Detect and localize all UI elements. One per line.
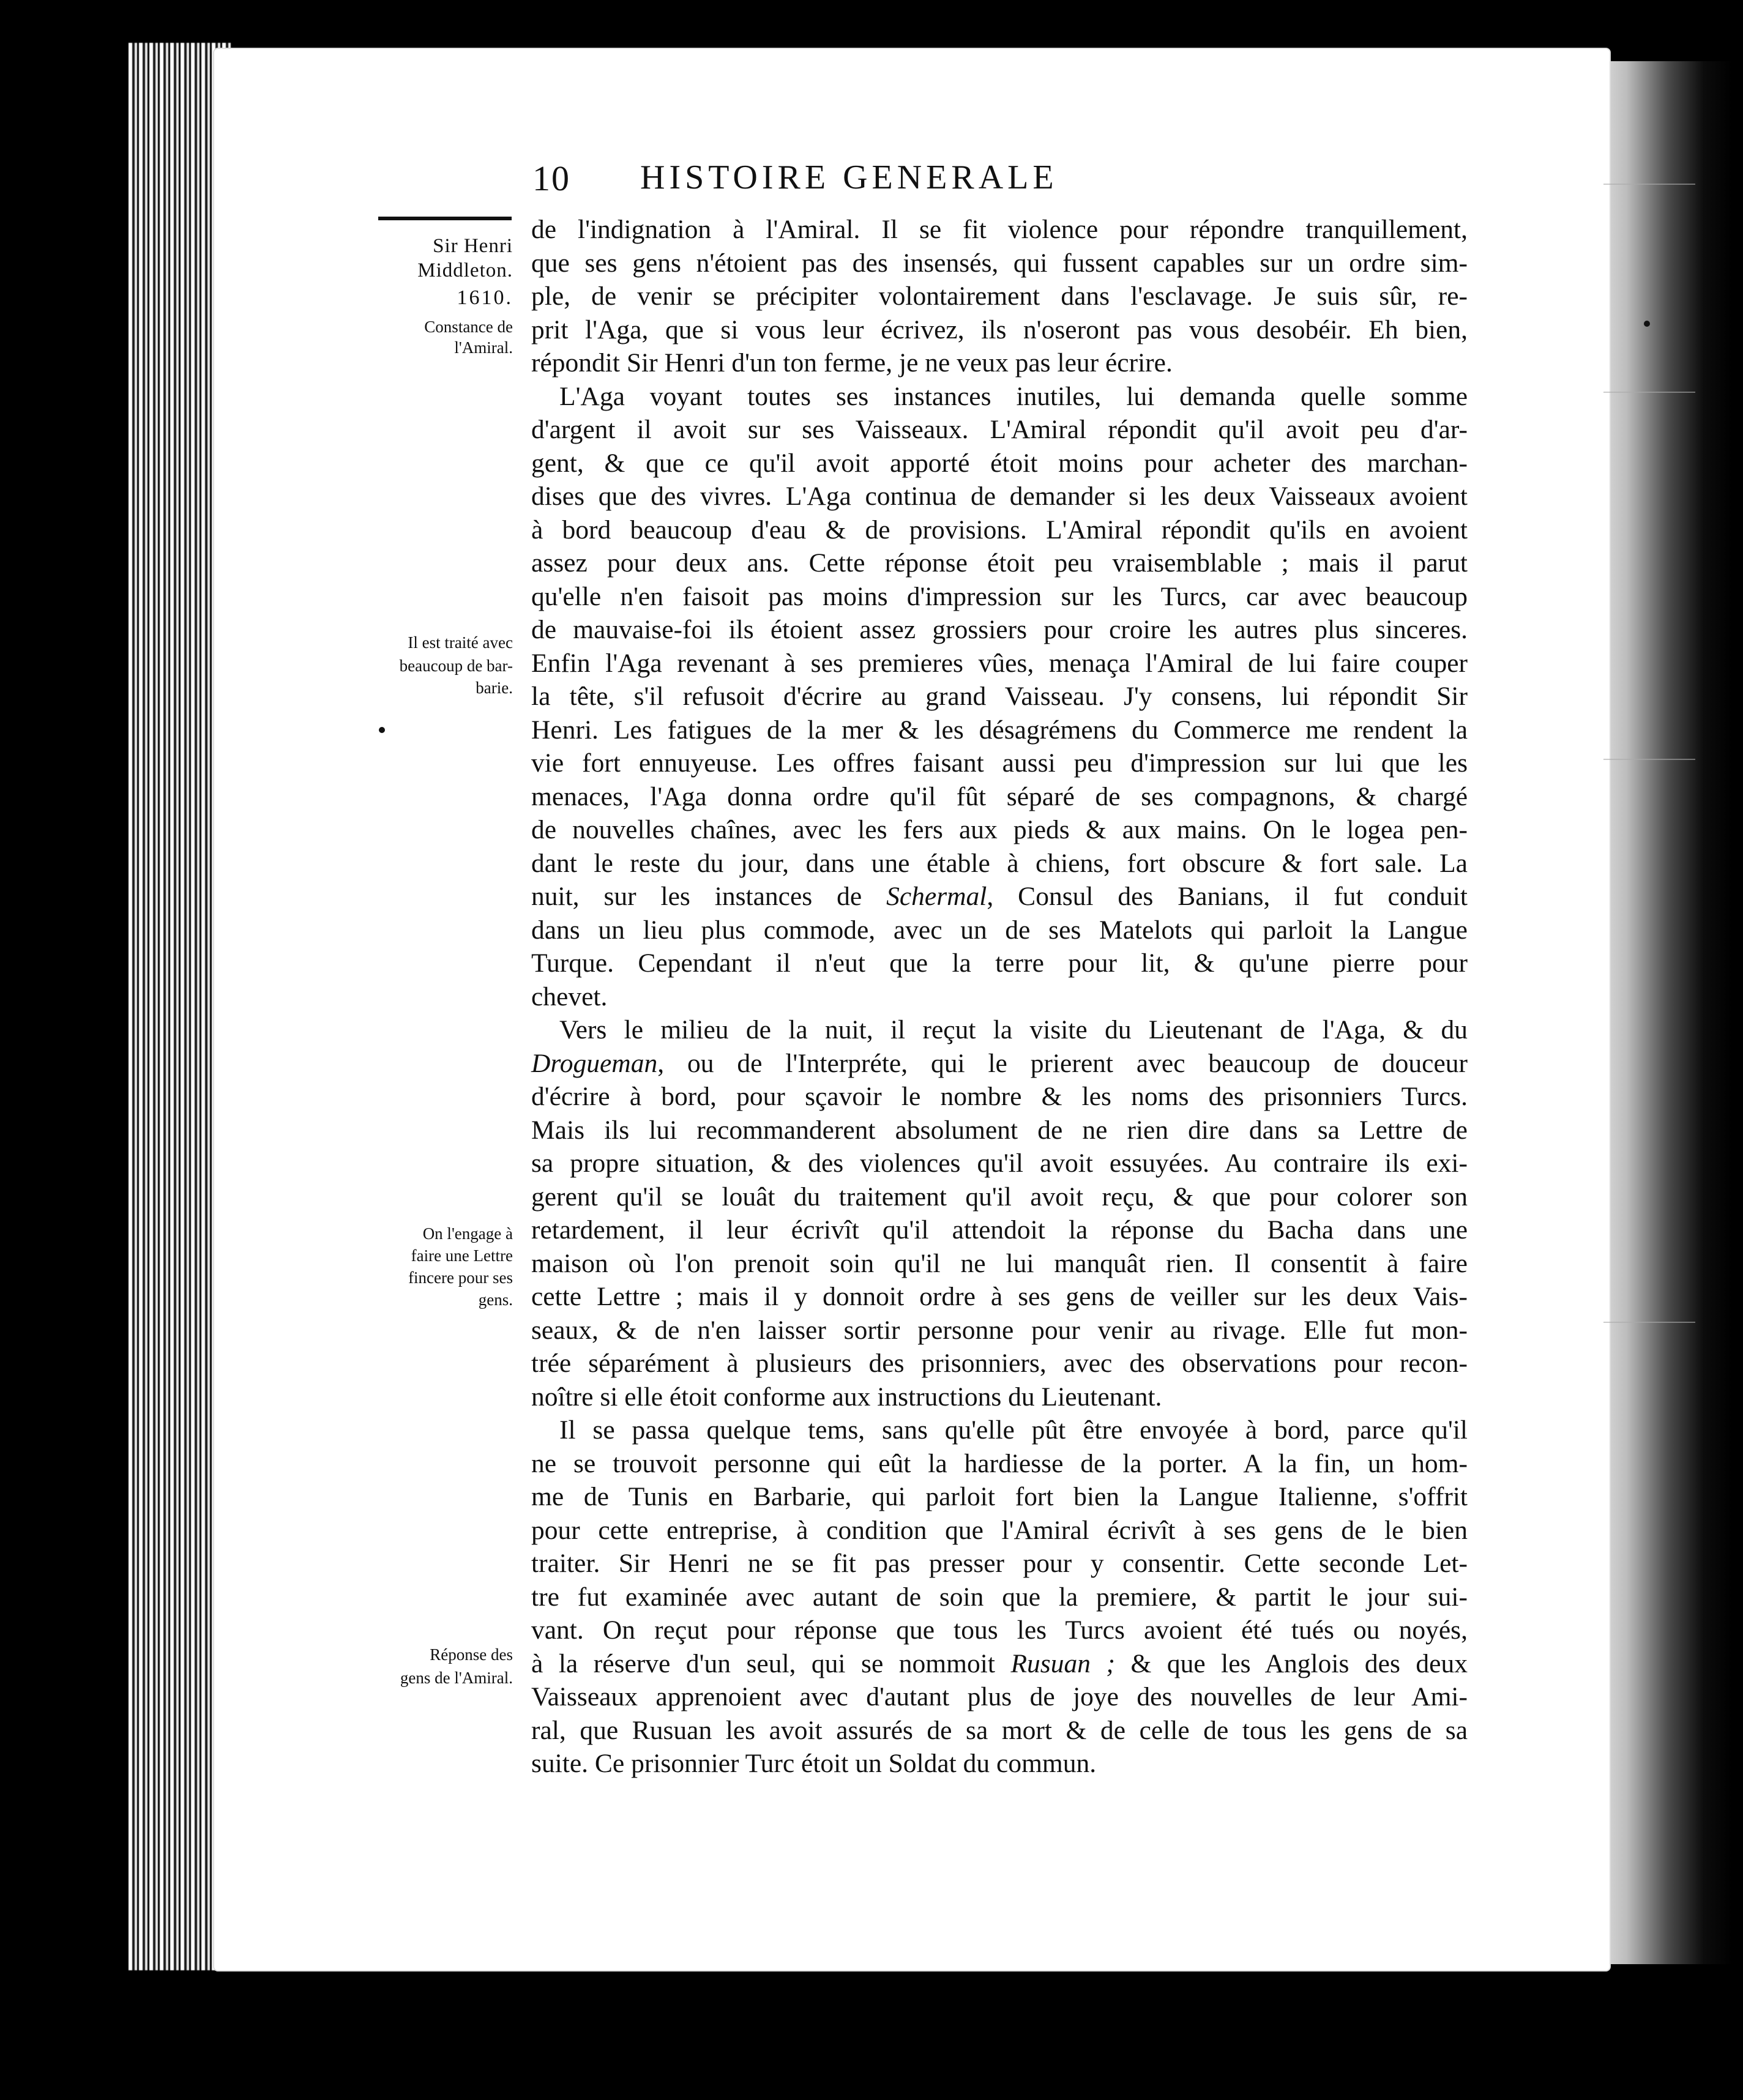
text-line: de l'indignation à l'Amiral. Il se fit violence pour répondre tranquillement, [531, 215, 1468, 244]
text-line: retardement, il leur écrivît qu'il attendoit la réponse du Bacha dans une [531, 1215, 1468, 1245]
text-line: que ses gens n'étoient pas des insensés, qui fussent capables sur un ordre sim- [531, 248, 1468, 278]
text-line: seaux, & de n'en laisser sortir personne pour venir au rivage. Elle fut mon- [531, 1315, 1468, 1345]
italic-name: Schermal [886, 882, 987, 911]
bleed-through [1603, 759, 1695, 760]
text-line: trée séparément à plusieurs des prisonniers, avec des observations pour recon- [531, 1349, 1468, 1378]
text-line: ne se trouvoit personne qui eût la hardiesse de la porter. A la fin, un hom- [531, 1448, 1468, 1478]
bleed-through [1603, 392, 1695, 393]
text-line: Il se passa quelque tems, sans qu'elle pût être envoyée à bord, parce qu'il [559, 1415, 1468, 1445]
text-line: dises que des vivres. L'Aga continua de demander si les deux Vaisseaux avoient [531, 482, 1468, 511]
text-line: vant. On reçut pour réponse que tous les Turcs avoient été tués ou noyés, [531, 1615, 1468, 1645]
text-line: répondit Sir Henri d'un ton ferme, je ne veux pas leur écrire. [531, 348, 1173, 378]
margin-rule [378, 217, 512, 220]
margin-note: gens de l'Amiral. [400, 1669, 513, 1687]
margin-note: faire une Lettre [411, 1246, 513, 1265]
text-line: la tête, s'il refusoit d'écrire au grand Vaisseau. J'y consens, lui répondit Sir [531, 682, 1468, 711]
text-line: d'écrire à bord, pour sçavoir le nombre & les noms des prisonniers Turcs. [531, 1082, 1468, 1111]
text-line: Henri. Les fatigues de la mer & les désagrémens du Commerce me rendent la [531, 715, 1468, 745]
text-line: sa propre situation, & des violences qu'il avoit essuyées. Au contraire ils exi- [531, 1149, 1468, 1178]
margin-note: Constance de [424, 318, 513, 336]
text-line: L'Aga voyant toutes ses instances inutiles, lui demanda quelle somme [559, 381, 1468, 411]
text-line: Enfin l'Aga revenant à ses premieres vûes, menaça l'Amiral de lui faire couper [531, 648, 1468, 678]
margin-note: Sir Henri [433, 235, 513, 257]
margin-note: Il est traité avec [408, 633, 513, 652]
text-line: noître si elle étoit conforme aux instructions du Lieutenant. [531, 1382, 1162, 1412]
text-line: à bord beaucoup d'eau & de provisions. L'Amiral répondit qu'ils en avoient [531, 515, 1468, 545]
text-line: vie fort ennuyeuse. Les offres faisant aussi peu d'impression sur lui que les [531, 748, 1468, 778]
text-line: de mauvaise-foi ils étoient assez grossiers pour croire les autres plus sinceres. [531, 615, 1468, 644]
margin-note: Middleton. [417, 259, 513, 281]
text-line: me de Tunis en Barbarie, qui parloit fort bien la Langue Italienne, s'offrit [531, 1482, 1468, 1511]
text-line: assez pour deux ans. Cette réponse étoit peu vraisemblable ; mais il parut [531, 548, 1468, 578]
bleed-through [1603, 184, 1695, 185]
text-line: d'argent il avoit sur ses Vaisseaux. L'Amiral répondit qu'il avoit peu d'ar- [531, 415, 1468, 444]
text-line: dans un lieu plus commode, avec un de ses Matelots qui parloit la Langue [531, 915, 1468, 945]
text-line: Vers le milieu de la nuit, il reçut la visite du Lieutenant de l'Aga, & du [559, 1015, 1468, 1044]
text-line: maison où l'on prenoit soin qu'il ne lui manquât rien. Il consentit à faire [531, 1248, 1468, 1278]
text-line: Turque. Cependant il n'eut que la terre pour lit, & qu'une pierre pour [531, 948, 1468, 978]
italic-name: Drogueman [531, 1048, 658, 1078]
text-line: à la réserve d'un seul, qui se nommoit Rusuan ; & que les Anglois des deux [531, 1648, 1468, 1678]
margin-note: barie. [476, 679, 513, 697]
text-line: dant le reste du jour, dans une étable à chiens, fort obscure & fort sale. La [531, 848, 1468, 878]
margin-note: l'Amiral. [454, 338, 513, 357]
margin-note: On l'engage à [422, 1224, 513, 1243]
body-text [531, 213, 1468, 1781]
text-line: gerent qu'il se louât du traitement qu'il avoit reçu, & que pour colorer son [531, 1182, 1468, 1212]
margin-note: fincere pour ses [408, 1268, 513, 1287]
margin-note: 1610. [457, 286, 513, 309]
text-line: prit l'Aga, que si vous leur écrivez, ils n'oseront pas vous desobéir. Eh bien, [531, 315, 1468, 344]
text-line: qu'elle n'en faisoit pas moins d'impression sur les Turcs, car avec beaucoup [531, 581, 1468, 611]
ink-dot [1644, 321, 1650, 327]
text-line: chevet. [531, 981, 608, 1011]
margin-note: beaucoup de bar- [399, 657, 513, 675]
text-line: ple, de venir se précipiter volontairement dans l'esclavage. Je suis sûr, re- [531, 281, 1468, 311]
text-line: traiter. Sir Henri ne se fit pas presser pour y consentir. Cette seconde Let- [531, 1549, 1468, 1578]
text-line: suite. Ce prisonnier Turc étoit un Soldat du commun. [531, 1749, 1097, 1778]
text-line: nuit, sur les instances de Schermal, Consul des Banians, il fut conduit [531, 882, 1468, 911]
ink-dot [379, 727, 385, 733]
scan-shadow [1591, 61, 1732, 1964]
text-line: Vaisseaux apprenoient avec d'autant plus de joye des nouvelles de leur Ami- [531, 1682, 1468, 1711]
page-number: 10 [532, 158, 570, 198]
text-line: menaces, l'Aga donna ordre qu'il fût séparé de ses compagnons, & chargé [531, 781, 1468, 811]
bleed-through [1603, 1322, 1695, 1323]
margin-note: gens. [478, 1290, 513, 1309]
text-line: ral, que Rusuan les avoit assurés de sa mort & de celle de tous les gens de sa [531, 1715, 1468, 1745]
text-line: de nouvelles chaînes, avec les fers aux pieds & aux mains. On le logea pen- [531, 815, 1468, 844]
italic-name: Rusuan ; [1010, 1648, 1115, 1678]
text-line: Mais ils lui recommanderent absolument de ne rien dire dans sa Lettre de [531, 1115, 1468, 1145]
margin-note: Réponse des [430, 1645, 513, 1664]
text-line: pour cette entreprise, à condition que l'Amiral écrivît à ses gens de le bien [531, 1515, 1468, 1545]
text-line: Drogueman, ou de l'Interpréte, qui le prierent avec beaucoup de douceur [531, 1048, 1468, 1078]
text-line: cette Lettre ; mais il y donnoit ordre à ses gens de veiller sur les deux Vais- [531, 1282, 1468, 1311]
text-line: gent, & que ce qu'il avoit apporté étoit moins pour acheter des marchan- [531, 448, 1468, 478]
text-line: tre fut examinée avec autant de soin que la premiere, & partit le jour sui- [531, 1582, 1468, 1612]
running-title: HISTOIRE GENERALE [640, 158, 1058, 196]
